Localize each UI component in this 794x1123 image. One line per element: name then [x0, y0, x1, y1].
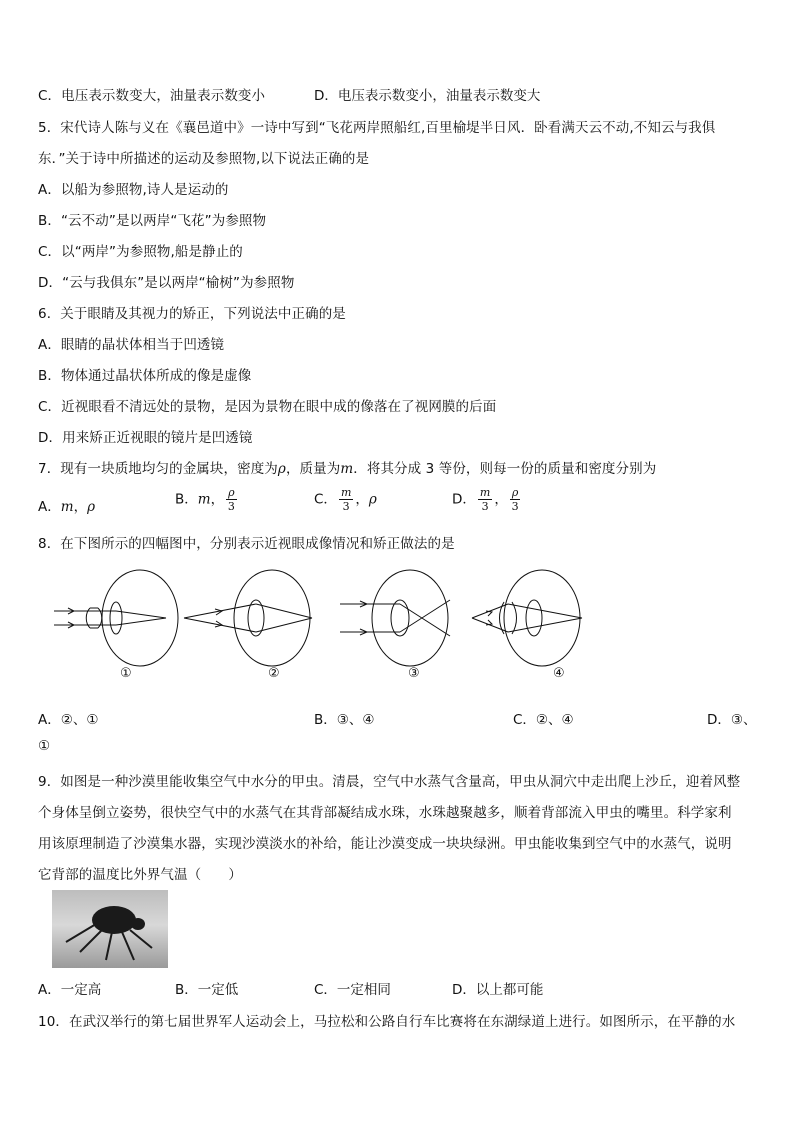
arrow-icon — [360, 601, 367, 635]
eye-diagram-4 — [472, 570, 582, 666]
q8-option-c: C．②、④ — [513, 712, 574, 728]
eye-diagrams — [50, 568, 610, 668]
q5-stem-line2: 东．”关于诗中所描述的运动及参照物,以下说法正确的是 — [38, 151, 370, 167]
eyeball-outline — [372, 570, 448, 666]
comma: ， — [73, 499, 88, 515]
q8-option-b: B．③、④ — [314, 712, 375, 728]
q6-option-a: A．眼睛的晶状体相当于凹透镜 — [38, 337, 225, 353]
q5-option-a: A．以船为参照物,诗人是运动的 — [38, 182, 229, 198]
denominator: 3 — [481, 500, 489, 513]
q7-stem-part1: 7．现有一块质地均匀的金属块，密度为 — [38, 461, 278, 477]
mass-symbol: m — [197, 491, 211, 508]
q4-option-d: D．电压表示数变小，油量表示数变大 — [314, 88, 541, 104]
q10-stem: 10．在武汉举行的第七届世界军人运动会上，马拉松和公路自行车比赛将在东湖绿道上进行。如图所示，在平静的水 — [38, 1014, 736, 1030]
crystalline-lens — [391, 600, 409, 636]
arrow-icon — [486, 611, 492, 625]
q8-option-d-wrap: ① — [38, 738, 51, 754]
diagram-label-1: ① — [120, 666, 132, 681]
fraction-m-over-3 — [478, 486, 492, 513]
beetle-icon — [52, 890, 168, 968]
q9-option-d: D．以上都可能 — [452, 982, 544, 998]
light-ray — [116, 618, 166, 625]
crystalline-lens — [110, 602, 122, 634]
q8-option-a: A．②、① — [38, 712, 99, 728]
q7-stem-part3: ．将其分成 3 等份，则每一份的质量和密度分别为 — [353, 461, 657, 477]
diagram-label-2: ② — [268, 666, 280, 681]
q8-option-d: D．③、 — [707, 712, 757, 728]
light-ray — [472, 604, 508, 618]
q7-option-c — [314, 486, 377, 513]
denominator: 3 — [227, 500, 235, 513]
eye-diagram-2 — [184, 570, 312, 666]
q9-stem-line1: 9．如图是一种沙漠里能收集空气中水分的甲虫。清晨，空气中水蒸气含量高，甲虫从洞穴中走出爬上沙丘，迎着风整 — [38, 774, 741, 790]
eyeball-outline — [234, 570, 310, 666]
q9-stem-line2: 个身体呈倒立姿势，很快空气中的水蒸气在其背部凝结成水珠，水珠越聚越多，顺着背部流入甲虫的嘴里。科学家利 — [38, 805, 732, 821]
q6-option-d: D．用来矫正近视眼的镜片是凹透镜 — [38, 430, 253, 446]
q9-option-b: B．一定低 — [175, 982, 239, 998]
numerator: m — [340, 486, 352, 499]
q9-stem-line4: 它背部的温度比外界气温（ ） — [38, 867, 242, 883]
comma: ， — [210, 491, 225, 508]
light-ray — [508, 604, 582, 618]
option-letter: B． — [175, 491, 198, 508]
numerator: m — [479, 486, 491, 499]
mass-symbol: m — [60, 499, 74, 515]
q7-option-a — [38, 495, 95, 515]
q7-stem-part2: ，质量为 — [285, 461, 341, 477]
rho-symbol: ρ — [368, 491, 377, 508]
light-ray — [400, 604, 450, 636]
rho-symbol: ρ — [277, 461, 286, 477]
q5-option-c: C．以“两岸”为参照物,船是静止的 — [38, 244, 243, 260]
q5-stem-line1: 5．宋代诗人陈与义在《襄邑道中》一诗中写到“飞花两岸照船红,百里榆堤半日风．卧看满天云不动,不知云与我俱 — [38, 120, 716, 136]
q5-option-b: B．“云不动”是以两岸“飞花”为参照物 — [38, 213, 267, 229]
numerator: ρ — [511, 486, 519, 499]
light-ray — [184, 618, 256, 632]
q6-option-c: C．近视眼看不清远处的景物，是因为景物在眼中成的像落在了视网膜的后面 — [38, 399, 497, 415]
crystalline-lens — [526, 600, 542, 636]
q9-option-c: C．一定相同 — [314, 982, 391, 998]
beetle-photo — [52, 890, 168, 968]
eye-diagram-3 — [340, 570, 450, 666]
q7-option-d — [452, 486, 522, 513]
fraction-rho-over-3 — [226, 486, 236, 513]
q9-option-a: A．一定高 — [38, 982, 102, 998]
eyeball-outline — [102, 570, 178, 666]
light-ray — [508, 618, 582, 632]
option-letter: C． — [314, 491, 337, 508]
fraction-m-over-3 — [339, 486, 353, 513]
q4-option-c: C．电压表示数变大，油量表示数变小 — [38, 88, 266, 104]
numerator: ρ — [228, 486, 235, 499]
q6-option-b: B．物体通过晶状体所成的像是虚像 — [38, 368, 252, 384]
denominator: 3 — [511, 500, 519, 513]
comma: ， — [494, 491, 508, 508]
light-ray — [400, 600, 450, 632]
q8-stem: 8．在下图所示的四幅图中，分别表示近视眼成像情况和矫正做法的是 — [38, 536, 455, 552]
diagram-label-3: ③ — [408, 666, 420, 681]
denominator: 3 — [342, 500, 350, 513]
q9-stem-line3: 用该原理制造了沙漠集水器，实现沙漠淡水的补给，能让沙漠变成一块块绿洲。甲虫能收集到空气中的水蒸气，说明 — [38, 836, 732, 852]
q7-option-b — [175, 486, 239, 513]
comma: ， — [355, 491, 369, 508]
fraction-rho-over-3 — [510, 486, 520, 513]
q6-stem: 6．关于眼睛及其视力的矫正，下列说法中正确的是 — [38, 306, 346, 322]
mass-symbol: m — [340, 461, 354, 477]
rho-symbol: ρ — [87, 499, 95, 515]
option-letter: D． — [452, 491, 476, 508]
q7-stem — [38, 457, 656, 477]
light-ray — [184, 604, 256, 618]
light-ray — [116, 611, 166, 618]
eye-diagram-1 — [54, 570, 178, 666]
option-letter: A． — [38, 499, 61, 515]
diagram-label-4: ④ — [553, 666, 565, 681]
q5-option-d: D．“云与我俱东”是以两岸“榆树”为参照物 — [38, 275, 295, 291]
light-ray — [472, 618, 508, 632]
